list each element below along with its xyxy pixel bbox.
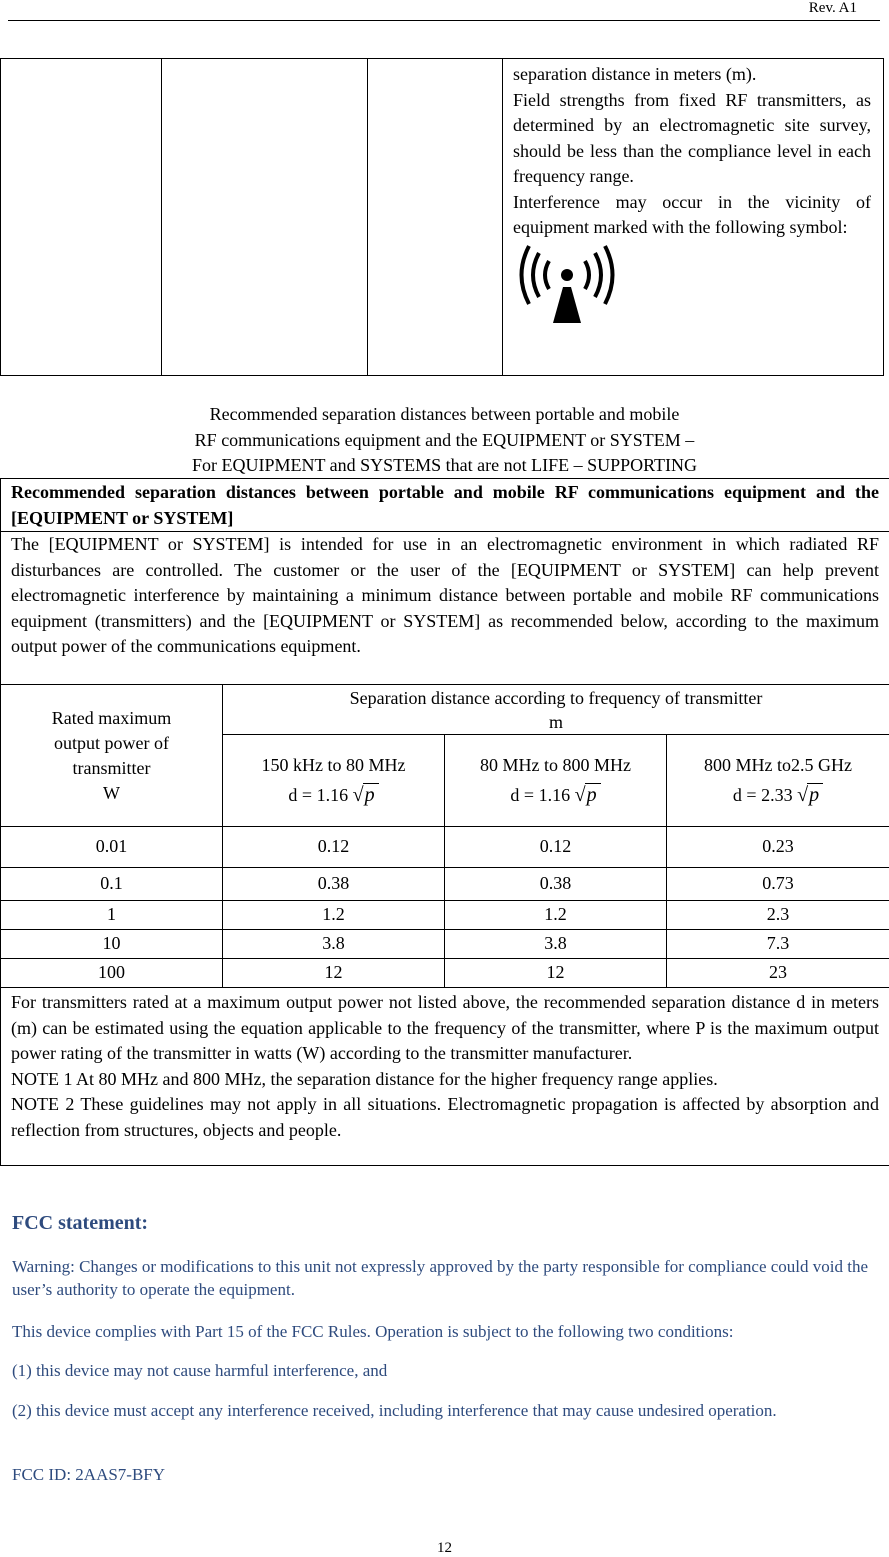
sqrt-icon: √ [575,784,586,806]
band-header [445,735,667,827]
table-cell: 12 [445,959,667,988]
formula-text: d = 2.33 [733,785,793,805]
header-line: transmitter [1,756,222,781]
table-row [1,868,889,901]
page-number: 12 [0,1540,889,1557]
formula-variable: p [807,783,823,806]
note: NOTE 2 These guidelines may not apply in all situations. Electromagnetic propagation is affected by absorption and reflection from structures, objects and people. [11,1092,879,1143]
table-cell: 23 [667,959,889,988]
band-header [667,735,889,827]
title-line: For EQUIPMENT and SYSTEMS that are not LIFE – SUPPORTING [0,453,889,479]
band-formula [667,783,889,809]
sqrt-icon: √ [797,784,808,806]
table-cell: 0.38 [223,868,445,901]
rated-power-header [1,685,223,827]
note: NOTE 1 At 80 MHz and 800 MHz, the separation distance for the higher frequency range applies. [11,1067,879,1093]
table-cell: 1.2 [223,901,445,930]
continuation-paragraph: Field strengths from fixed RF transmitters, as determined by an electromagnetic site survey, should be less than the compliance level in each frequency range. [513,88,871,190]
band-range: 150 kHz to 80 MHz [223,753,444,779]
table-cell: 12 [223,959,445,988]
table-intro: The [EQUIPMENT or SYSTEM] is intended for use in an electromagnetic environment in which radiated RF disturbances are controlled. The customer or the user of the [EQUIPMENT or SYSTEM] can help prevent electromagnetic interference by maintaining a minimum distance between portable and mobile RF communications equipment (transmitters) and the [EQUIPMENT or SYSTEM] as recommended below, according to the maximum output power of the communications equipment. [1,532,889,685]
continuation-line: separation distance in meters (m). [513,62,871,88]
table-row [1,959,889,988]
table-cell: 0.12 [445,827,667,868]
formula-variable: p [363,783,379,806]
band-formula [223,783,444,809]
revision-label: Rev. A1 [809,0,857,17]
table-cell: 1.2 [445,901,667,930]
empty-cell [162,59,368,376]
table-cell: 0.01 [1,827,223,868]
table-cell: 0.23 [667,827,889,868]
fcc-condition: (2) this device must accept any interference received, including interference that may cause undesired operation. [12,1399,872,1422]
table-cell: 7.3 [667,930,889,959]
non-ionizing-radiation-icon [519,243,615,325]
header-rule [8,20,880,21]
footnote: For transmitters rated at a maximum output power not listed above, the recommended separation distance d in meters (m) can be estimated using the equation applicable to the frequency of the transmitter, where P is the maximum output power rating of the transmitter in watts (W) according to the transmitter manufacturer. [11,990,879,1067]
formula-text: d = 1.16 [288,785,348,805]
table-cell: 0.38 [445,868,667,901]
continuation-paragraph: Interference may occur in the vicinity of equipment marked with the following symbol: [513,190,871,241]
table-cell: 0.73 [667,868,889,901]
band-header [223,735,445,827]
table-cell: 2.3 [667,901,889,930]
title-line: RF communications equipment and the EQUIPMENT or SYSTEM – [0,428,889,454]
fcc-compliance: This device complies with Part 15 of the FCC Rules. Operation is subject to the following two conditions: [12,1320,872,1343]
table-row [1,930,889,959]
table-row [1,827,889,868]
header-line: Separation distance according to frequency of transmitter [223,686,889,710]
separation-distance-table [0,478,889,1166]
formula-variable: p [585,783,601,806]
continuation-table [0,58,884,376]
fcc-warning: Warning: Changes or modifications to this unit not expressly approved by the party responsible for compliance could void the user’s authority to operate the equipment. [12,1255,872,1301]
band-formula [445,783,666,809]
fcc-condition: (1) this device may not cause harmful interference, and [12,1359,872,1382]
table-cell: 0.1 [1,868,223,901]
table-row [1,901,889,930]
continuation-cell [503,59,884,376]
header-unit: m [223,710,889,734]
table-cell: 10 [1,930,223,959]
table-footnotes [1,988,889,1166]
header-unit: W [1,781,222,806]
empty-cell [1,59,162,376]
formula-text: d = 1.16 [510,785,570,805]
empty-cell [368,59,503,376]
table-cell: 0.12 [223,827,445,868]
section-title [0,402,889,479]
table-cell: 3.8 [223,930,445,959]
sqrt-icon: √ [353,784,364,806]
header-line: output power of [1,731,222,756]
band-range: 800 MHz to2.5 GHz [667,753,889,779]
fcc-heading: FCC statement: [12,1212,872,1235]
table-heading: Recommended separation distances between portable and mobile RF communications equipment and the [EQUIPMENT or SYSTEM] [1,479,889,532]
fcc-id: FCC ID: 2AAS7-BFY [12,1463,872,1486]
table-cell: 3.8 [445,930,667,959]
header-line: Rated maximum [1,706,222,731]
band-range: 80 MHz to 800 MHz [445,753,666,779]
table-cell: 1 [1,901,223,930]
title-line: Recommended separation distances between portable and mobile [0,402,889,428]
separation-header [223,685,889,735]
table-cell: 100 [1,959,223,988]
